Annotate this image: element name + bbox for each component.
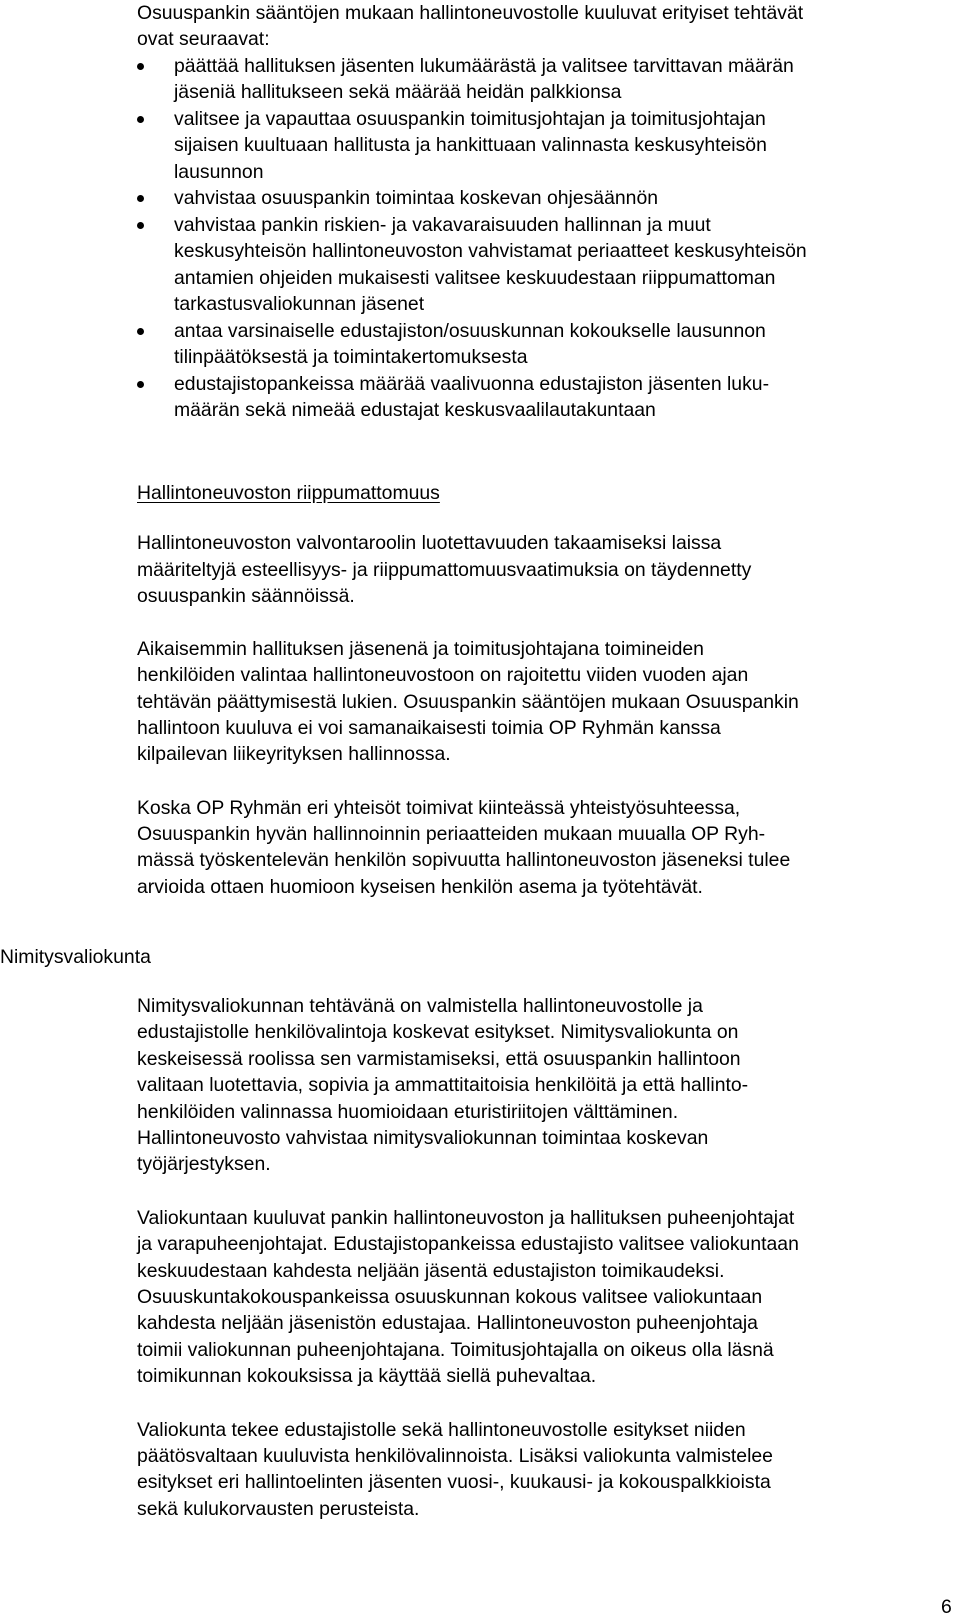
bullet-item-line: antamien ohjeiden mukaisesti valitsee keskuudestaan riippumattoman [174,267,776,289]
paragraph-line: Osuuspankin hyvän hallinnoinnin periaatteiden mukaan muualla OP Ryh- [137,823,766,845]
bullet-item-line: keskusyhteisön hallintoneuvoston vahvistamat periaatteet keskusyhteisön [174,240,807,262]
paragraph-line: Nimitysvaliokunnan tehtävänä on valmistella hallintoneuvostolle ja [137,995,703,1017]
paragraph-line: kahdesta neljään jäsenistön edustajaa. Hallintoneuvoston puheenjohtaja [137,1312,758,1334]
paragraph-line: edustajistolle henkilövalintoja koskevat esitykset. Nimitysvaliokunta on [137,1021,739,1043]
paragraph-line: henkilöiden valintaa hallintoneuvostoon on rajoitettu viiden vuoden ajan [137,664,749,686]
bullet-item-line: antaa varsinaiselle edustajiston/osuuskunnan kokoukselle lausunnon [174,320,766,342]
paragraph-line: valitaan luotettavia, sopivia ja ammattitaitoisia henkilöitä ja että hallinto- [137,1074,749,1096]
bullet-marker [137,381,144,388]
paragraph-line: työjärjestyksen. [137,1153,271,1175]
bullet-item-line: vahvistaa pankin riskien- ja vakavaraisuuden hallinnan ja muut [174,214,711,236]
paragraph-line: tehtävän päättymisestä lukien. Osuuspankin sääntöjen mukaan Osuuspankin [137,691,799,713]
bullet-marker [137,116,144,123]
paragraph-line: kilpailevan liikeyrityksen hallinnossa. [137,743,451,765]
bullet-marker [137,328,144,335]
bullet-item-line: sijaisen kuultuaan hallitusta ja hankittuaan valinnasta keskusyhteisön [174,134,767,156]
bullet-item-line: jäseniä hallitukseen sekä määrää heidän palkkionsa [174,81,622,103]
bullet-item-line: tilinpäätöksestä ja toimintakertomuksesta [174,346,528,368]
page-number: 6 [941,1596,952,1618]
bullet-item-line: päättää hallituksen jäsenten lukumäärästä ja valitsee tarvittavan määrän [174,55,794,77]
bullet-item-line: valitsee ja vapauttaa osuuspankin toimitusjohtajan ja toimitusjohtajan [174,108,766,130]
margin-label: Nimitysvaliokunta [0,946,151,968]
paragraph-line: hallintoon kuuluva ei voi samanaikaisesti toimia OP Ryhmän kanssa [137,717,721,739]
intro-line: Osuuspankin sääntöjen mukaan hallintoneuvostolle kuuluvat erityiset tehtävät [137,2,804,24]
paragraph-line: arvioida ottaen huomioon kyseisen henkilön asema ja työtehtävät. [137,876,703,898]
paragraph-line: Hallintoneuvosto vahvistaa nimitysvaliokunnan toimintaa koskevan [137,1127,709,1149]
paragraph-line: mässä työskentelevän henkilön sopivuutta hallintoneuvoston jäseneksi tulee [137,849,791,871]
paragraph-line: toimii valiokunnan puheenjohtajana. Toimitusjohtajalla on oikeus olla läsnä [137,1339,774,1361]
bullet-item-line: määrän sekä nimeää edustajat keskusvaalilautakuntaan [174,399,656,421]
paragraph-line: ja varapuheenjohtajat. Edustajistopankeissa edustajisto valitsee valiokuntaan [137,1233,799,1255]
paragraph-line: keskeisessä roolissa sen varmistamiseksi, että osuuspankin hallintoon [137,1048,741,1070]
bullet-marker [137,195,144,202]
intro-line: ovat seuraavat: [137,28,270,50]
paragraph-line: esitykset eri hallintoelinten jäsenten vuosi-, kuukausi- ja kokouspalkkioista [137,1471,771,1493]
paragraph-line: Koska OP Ryhmän eri yhteisöt toimivat kiinteässä yhteistyösuhteessa, [137,797,741,819]
paragraph-line: sekä kulukorvausten perusteista. [137,1498,420,1520]
paragraph-line: määriteltyjä esteellisyys- ja riippumattomuusvaatimuksia on täydennetty [137,559,752,581]
paragraph-line: toimikunnan kokouksissa ja käyttää siellä puhevaltaa. [137,1365,597,1387]
paragraph-line: päätösvaltaan kuuluvista henkilövalinnoista. Lisäksi valiokunta valmistelee [137,1445,773,1467]
paragraph-line: Aikaisemmin hallituksen jäsenenä ja toimitusjohtajana toimineiden [137,638,704,660]
bullet-item-line: lausunnon [174,161,264,183]
paragraph-line: Hallintoneuvoston valvontaroolin luotettavuuden takaamiseksi laissa [137,532,722,554]
bullet-marker [137,63,144,70]
paragraph-line: henkilöiden valinnassa huomioidaan eturistiriitojen välttäminen. [137,1101,679,1123]
paragraph-line: Osuuskuntakokouspankeissa osuuskunnan kokous valitsee valiokuntaan [137,1286,763,1308]
bullet-item-line: edustajistopankeissa määrää vaalivuonna edustajiston jäsenten luku- [174,373,770,395]
section-heading: Hallintoneuvoston riippumattomuus [137,482,440,504]
bullet-marker [137,222,144,229]
bullet-item-line: tarkastusvaliokunnan jäsenet [174,293,425,315]
paragraph-line: Valiokuntaan kuuluvat pankin hallintoneuvoston ja hallituksen puheenjohtajat [137,1207,795,1229]
paragraph-line: keskuudestaan kahdesta neljään jäsentä edustajiston toimikaudeksi. [137,1260,725,1282]
paragraph-line: osuuspankin säännöissä. [137,585,355,607]
paragraph-line: Valiokunta tekee edustajistolle sekä hallintoneuvostolle esitykset niiden [137,1419,746,1441]
bullet-item-line: vahvistaa osuuspankin toimintaa koskevan ohjesäännön [174,187,659,209]
